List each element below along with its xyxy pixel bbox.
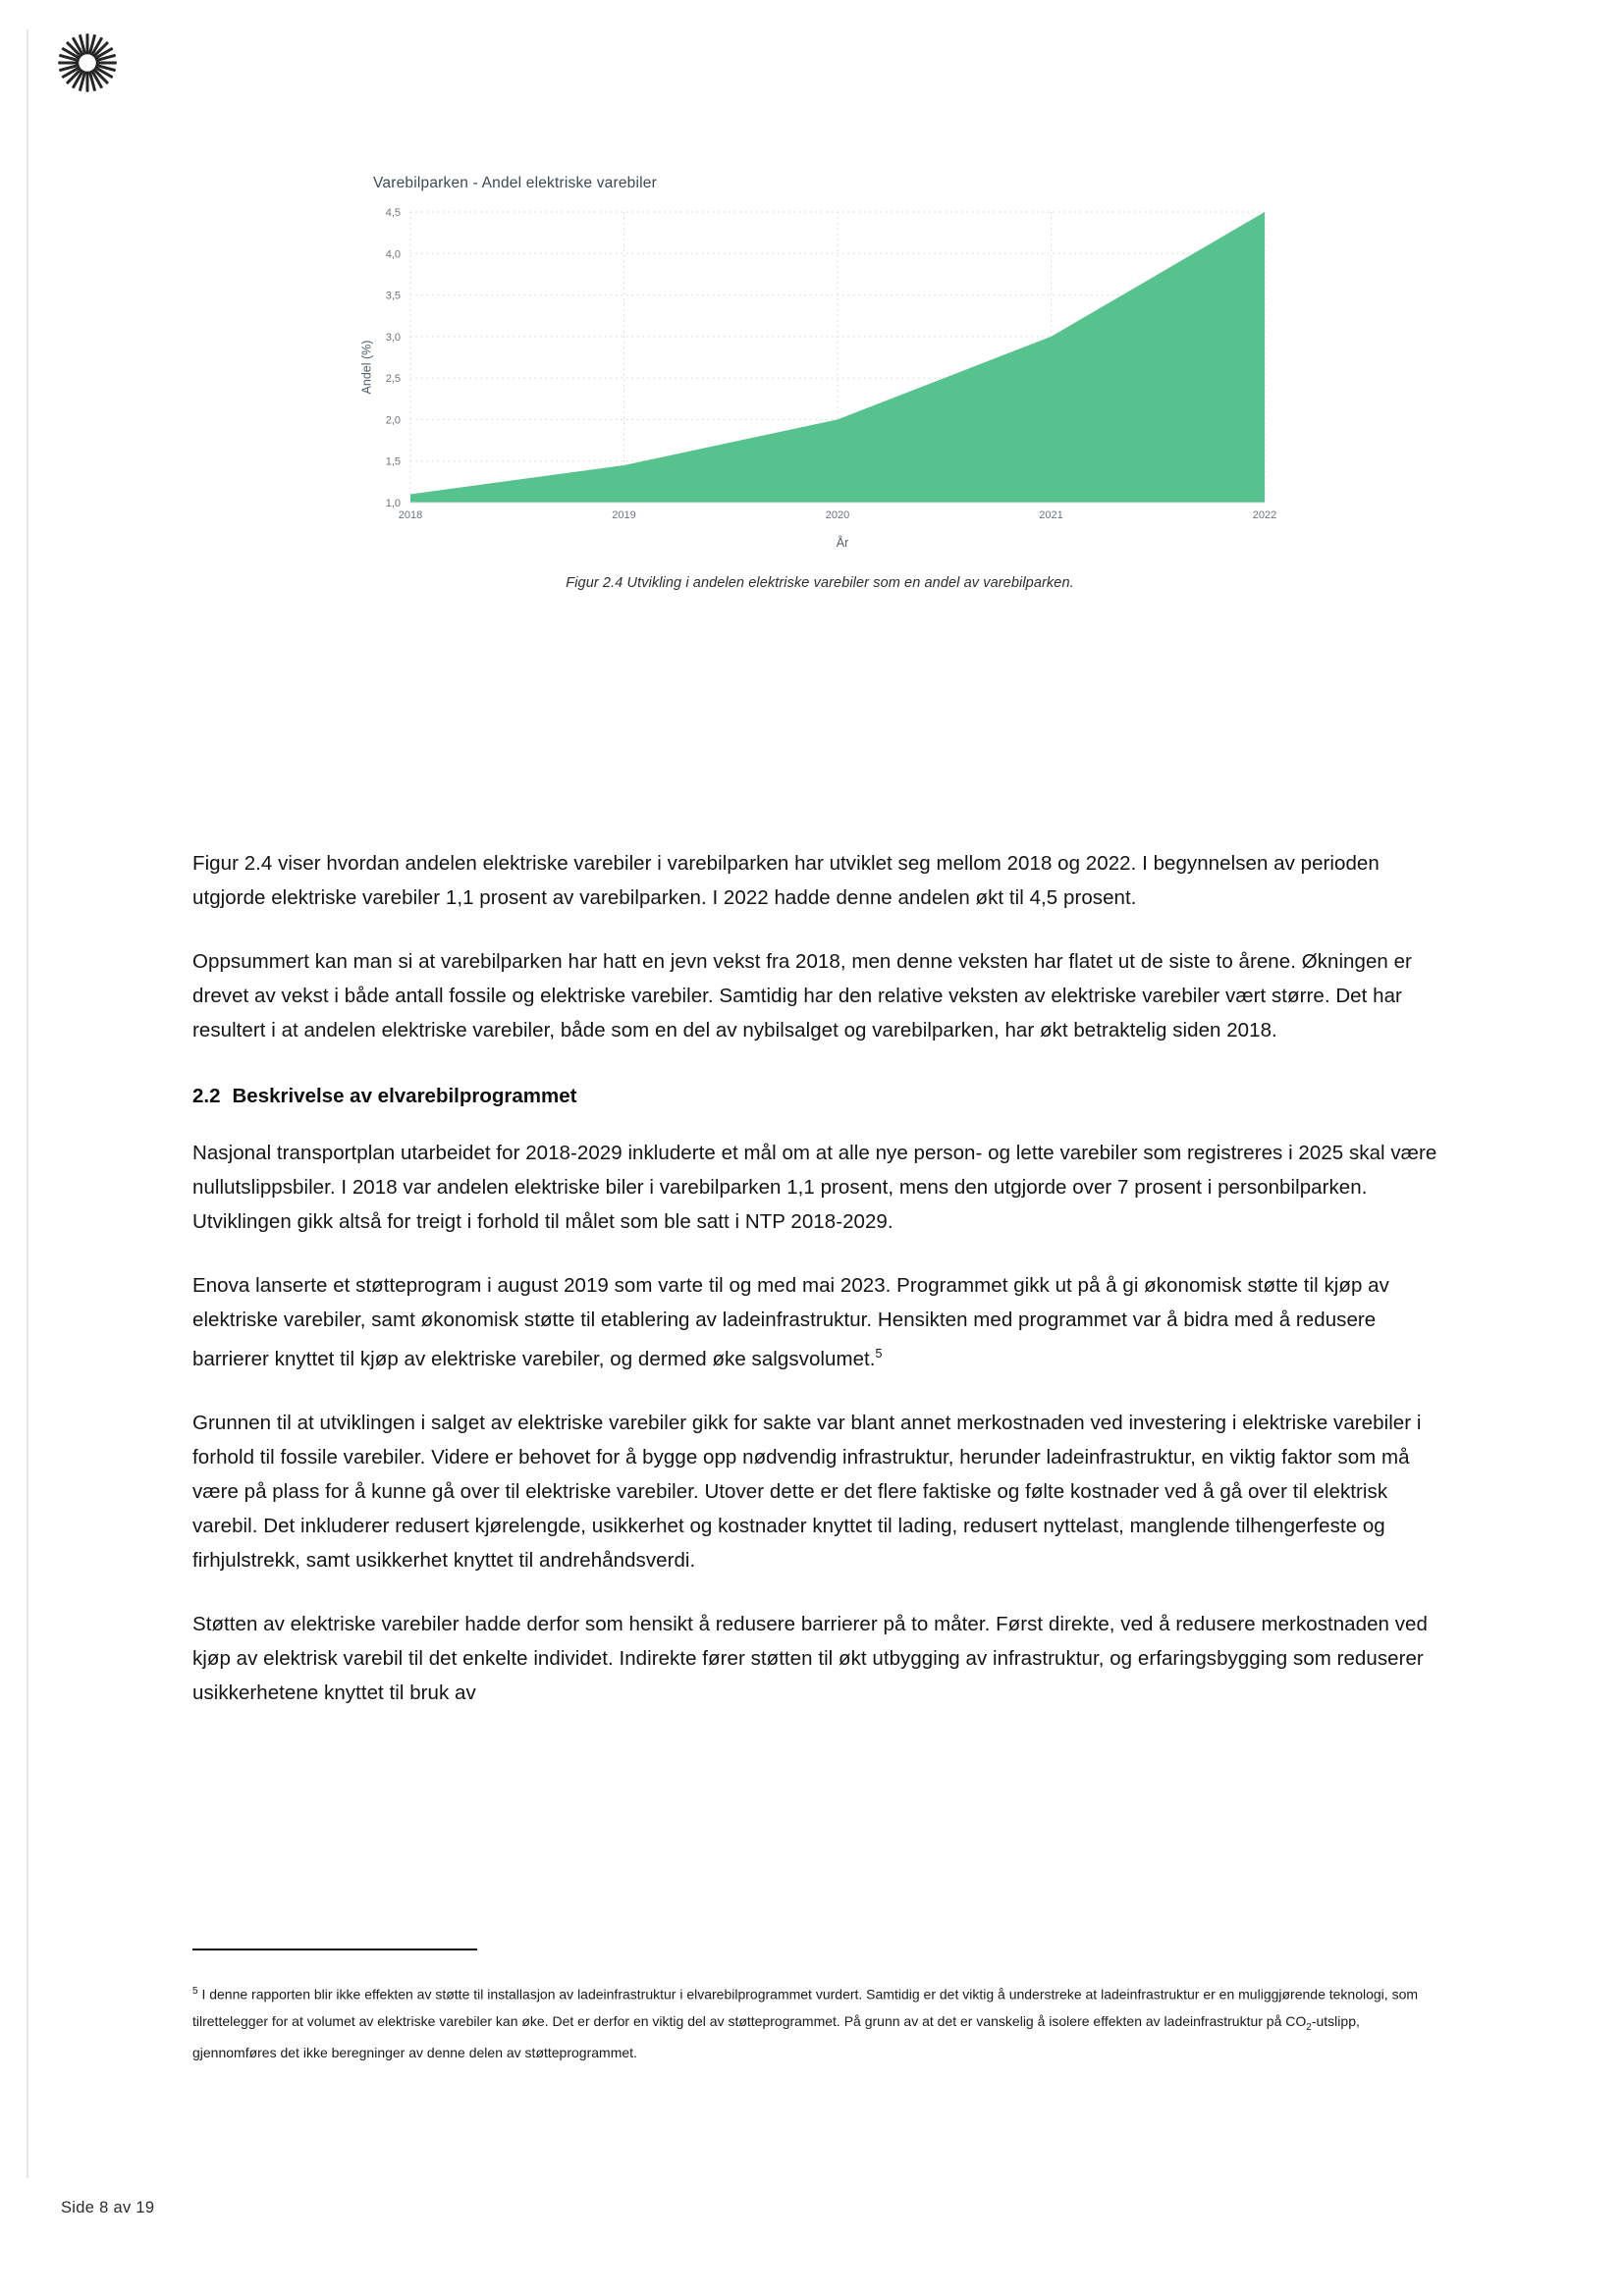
footnote-area (192, 1949, 1441, 2066)
footnote-5 (192, 1978, 1441, 2066)
section-number: 2.2 (192, 1085, 221, 1107)
chart-x-tick-label: 2020 (825, 509, 850, 521)
paragraph-1: Figur 2.4 viser hvordan andelen elektriske varebiler i varebilparken har utviklet seg mellom 2018 og 2022. I begynnelsen av perioden utgjorde elektriske varebiler 1,1 prosent av varebilparken. I 2022 hadde denne andelen økt til 4,5 prosent. (192, 852, 1380, 909)
section-title: Beskrivelse av elvarebilprogrammet (232, 1085, 577, 1107)
chart-x-tick-label: 2018 (398, 509, 423, 521)
paragraph-4 (192, 1268, 1441, 1376)
chart-x-tick-label: 2022 (1252, 509, 1276, 521)
chart-y-tick-label: 1,0 (385, 498, 401, 509)
chart-y-tick-label: 3,5 (385, 290, 401, 302)
figure-2-4 (359, 175, 1276, 591)
chart-y-tick-label: 4,5 (385, 207, 401, 219)
footnote-subscript: 2 (1306, 2021, 1312, 2033)
chart-x-tick-label: 2021 (1039, 509, 1063, 521)
footnote-text-part-1: I denne rapporten blir ikke effekten av støtte til installasjon av ladeinfrastruktur i elvarebilprogrammet vurdert. Samtidig er det viktig å understreke at ladeinfrastruktur er en muliggjørende teknologi, som tilrettelegger for at volumet av elektriske varebiler kan øke. Det er derfor en viktig del av støtteprogrammet. På grunn av at det er vanskelig å isolere effekten av ladeinfrastruktur på CO (192, 1986, 1419, 2029)
footnote-text-part-2: -utslipp, gjennomføres det ikke beregninger av denne delen av støtteprogrammet. (192, 2012, 1360, 2061)
chart-x-tick-label: 2019 (612, 509, 636, 521)
chart-y-tick-label: 2,0 (385, 414, 401, 427)
chart-y-axis-label: Andel (%) (359, 340, 374, 395)
chart-svg (363, 202, 1276, 532)
area-chart (359, 202, 1276, 532)
page-footer: Side 8 av 19 (61, 2199, 155, 2216)
footnote-number: 5 (192, 1986, 198, 1997)
paragraph-3: Nasjonal transportplan utarbeidet for 2018-2029 inkluderte et mål om at alle nye person- og lette varebiler som registreres i 2025 skal være nullutslippsbiler. I 2018 var andelen elektriske biler i varebilparken 1,1 prosent, mens den utgjorde over 7 prosent i personbilparken. Utviklingen gikk altså for treigt i forhold til målet som ble satt i NTP 2018-2029. (192, 1142, 1437, 1233)
footnote-marker-5[interactable]: 5 (875, 1347, 883, 1361)
footnote-separator (192, 1949, 477, 1950)
figure-caption: Figur 2.4 Utvikling i andelen elektriske varebiler som en andel av varebilparken. (566, 575, 1074, 591)
paragraph-2: Oppsummert kan man si at varebilparken har hatt en jevn vekst fra 2018, men denne veksten har flatet ut de siste to årene. Økningen er drevet av vekst i både antall fossile og elektriske varebiler. Samtidig har den relative veksten av elektriske varebiler vært større. Det har resultert i at andelen elektriske varebiler, både som en del av nybilsalget og varebilparken, har økt betraktelig siden 2018. (192, 950, 1412, 1041)
section-heading-2-2 (192, 1085, 1441, 1108)
paragraph-5: Grunnen til at utviklingen i salget av elektriske varebiler gikk for sakte var blant annet merkostnaden ved investering i elektriske varebiler i forhold til fossile varebiler. Videre er behovet for å bygge opp nødvendig infrastruktur, herunder ladeinfrastruktur, en viktig faktor som må være på plass for å kunne gå over til elektriske varebiler. Utover dette er det flere faktiske og følte kostnader ved å gå over til elektrisk varebil. Det inkluderer redusert kjørelengde, usikkerhet og kostnader knyttet til lading, redusert nyttelast, manglende tilhengerfeste og firhjulstrekk, samt usikkerhet knyttet til andrehåndsverdi. (192, 1411, 1422, 1572)
chart-title: Varebilparken - Andel elektriske varebiler (373, 175, 657, 191)
paragraph-4-text: Enova lanserte et støtteprogram i august 2019 som varte til og med mai 2023. Programmet gikk ut på å gi økonomisk støtte til kjøp av elektriske varebiler, samt økonomisk støtte til etablering av ladeinfrastruktur. Hensikten med programmet var å bidra med å redusere barrierer knyttet til kjøp av elektriske varebiler, og dermed øke salgsvolumet. (192, 1274, 1389, 1370)
chart-y-tick-label: 3,0 (385, 331, 401, 344)
chart-y-tick-label: 1,5 (385, 455, 401, 468)
paragraph-6: Støtten av elektriske varebiler hadde derfor som hensikt å redusere barrierer på to måter. Først direkte, ved å redusere merkostnaden ved kjøp av elektrisk varebil til det enkelte individet. Indirekte fører støtten til økt utbygging av infrastruktur, og erfaringsbygging som reduserer usikkerhetene knyttet til bruk av (192, 1612, 1428, 1704)
chart-x-axis-label: År (836, 536, 849, 550)
document-body (192, 846, 1441, 1739)
page-left-rule (27, 29, 28, 2178)
chart-y-tick-label: 2,5 (385, 373, 401, 386)
sunburst-logo-icon (57, 32, 118, 93)
chart-y-tick-label: 4,0 (385, 248, 401, 261)
